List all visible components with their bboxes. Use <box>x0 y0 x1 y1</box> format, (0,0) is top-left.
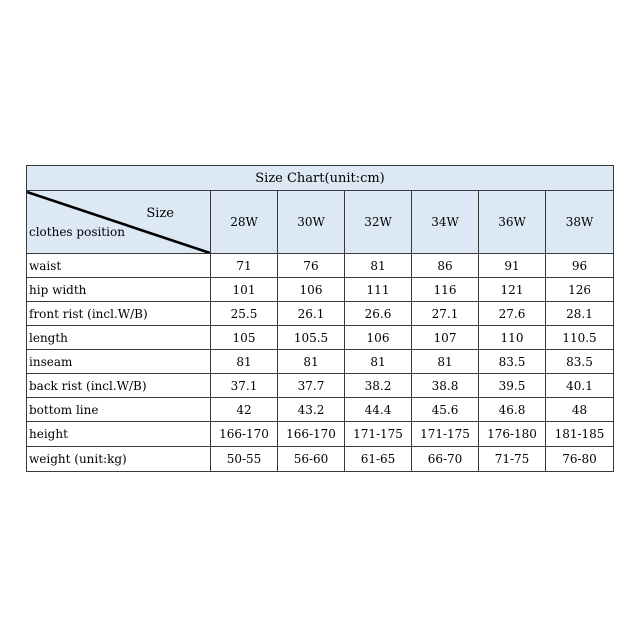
size-header: 38W <box>546 191 614 254</box>
table-cell: 25.5 <box>211 302 278 326</box>
size-header: 28W <box>211 191 278 254</box>
table-cell: 171-175 <box>345 422 412 447</box>
size-header: 34W <box>412 191 479 254</box>
table-cell: 26.1 <box>278 302 345 326</box>
table-cell: 39.5 <box>479 374 546 398</box>
table-cell: 38.2 <box>345 374 412 398</box>
table-cell: 46.8 <box>479 398 546 422</box>
table-cell: 43.2 <box>278 398 345 422</box>
table-row <box>27 326 614 350</box>
table-cell: 110.5 <box>546 326 614 350</box>
table-cell: 71-75 <box>479 447 546 472</box>
table-cell: 83.5 <box>479 350 546 374</box>
table-cell: 126 <box>546 278 614 302</box>
table-cell: 42 <box>211 398 278 422</box>
row-label: front rist (incl.W/B) <box>27 302 211 326</box>
table-cell: 110 <box>479 326 546 350</box>
table-cell: 106 <box>278 278 345 302</box>
table-row <box>27 302 614 326</box>
table-cell: 181-185 <box>546 422 614 447</box>
table-cell: 26.6 <box>345 302 412 326</box>
table-cell: 83.5 <box>546 350 614 374</box>
table-cell: 166-170 <box>211 422 278 447</box>
table-cell: 37.7 <box>278 374 345 398</box>
table-cell: 91 <box>479 254 546 278</box>
table-cell: 81 <box>412 350 479 374</box>
row-label: back rist (incl.W/B) <box>27 374 211 398</box>
size-header: 32W <box>345 191 412 254</box>
table-cell: 86 <box>412 254 479 278</box>
table-cell: 76-80 <box>546 447 614 472</box>
table-cell: 81 <box>211 350 278 374</box>
table-cell: 27.1 <box>412 302 479 326</box>
table-cell: 81 <box>345 350 412 374</box>
corner-size-label: Size <box>146 206 174 221</box>
table-cell: 76 <box>278 254 345 278</box>
table-cell: 44.4 <box>345 398 412 422</box>
table-cell: 48 <box>546 398 614 422</box>
table-cell: 71 <box>211 254 278 278</box>
size-chart-table <box>26 165 614 472</box>
size-header-row <box>27 191 614 254</box>
table-cell: 38.8 <box>412 374 479 398</box>
row-label: height <box>27 422 211 447</box>
table-cell: 61-65 <box>345 447 412 472</box>
table-cell: 121 <box>479 278 546 302</box>
table-cell: 28.1 <box>546 302 614 326</box>
corner-diagonal <box>27 191 210 253</box>
table-row <box>27 447 614 472</box>
table-cell: 107 <box>412 326 479 350</box>
row-label: length <box>27 326 211 350</box>
table-row <box>27 374 614 398</box>
size-header: 36W <box>479 191 546 254</box>
table-cell: 27.6 <box>479 302 546 326</box>
row-label: inseam <box>27 350 211 374</box>
table-title: Size Chart(unit:cm) <box>27 166 614 191</box>
table-cell: 105 <box>211 326 278 350</box>
table-cell: 111 <box>345 278 412 302</box>
row-label: bottom line <box>27 398 211 422</box>
size-header: 30W <box>278 191 345 254</box>
table-body <box>27 254 614 472</box>
row-label: waist <box>27 254 211 278</box>
table-cell: 37.1 <box>211 374 278 398</box>
table-cell: 166-170 <box>278 422 345 447</box>
corner-position-label: clothes position <box>29 225 125 239</box>
table-cell: 56-60 <box>278 447 345 472</box>
table-cell: 50-55 <box>211 447 278 472</box>
table-cell: 66-70 <box>412 447 479 472</box>
corner-cell <box>27 191 211 254</box>
table-row <box>27 278 614 302</box>
table-cell: 105.5 <box>278 326 345 350</box>
table-row <box>27 422 614 447</box>
table-row <box>27 254 614 278</box>
table-cell: 81 <box>278 350 345 374</box>
row-label: weight (unit:kg) <box>27 447 211 472</box>
row-label: hip width <box>27 278 211 302</box>
table-row <box>27 350 614 374</box>
table-cell: 101 <box>211 278 278 302</box>
table-cell: 106 <box>345 326 412 350</box>
table-cell: 171-175 <box>412 422 479 447</box>
table-cell: 176-180 <box>479 422 546 447</box>
table-row <box>27 398 614 422</box>
table-cell: 45.6 <box>412 398 479 422</box>
table-cell: 81 <box>345 254 412 278</box>
table-cell: 96 <box>546 254 614 278</box>
table-cell: 116 <box>412 278 479 302</box>
table-cell: 40.1 <box>546 374 614 398</box>
